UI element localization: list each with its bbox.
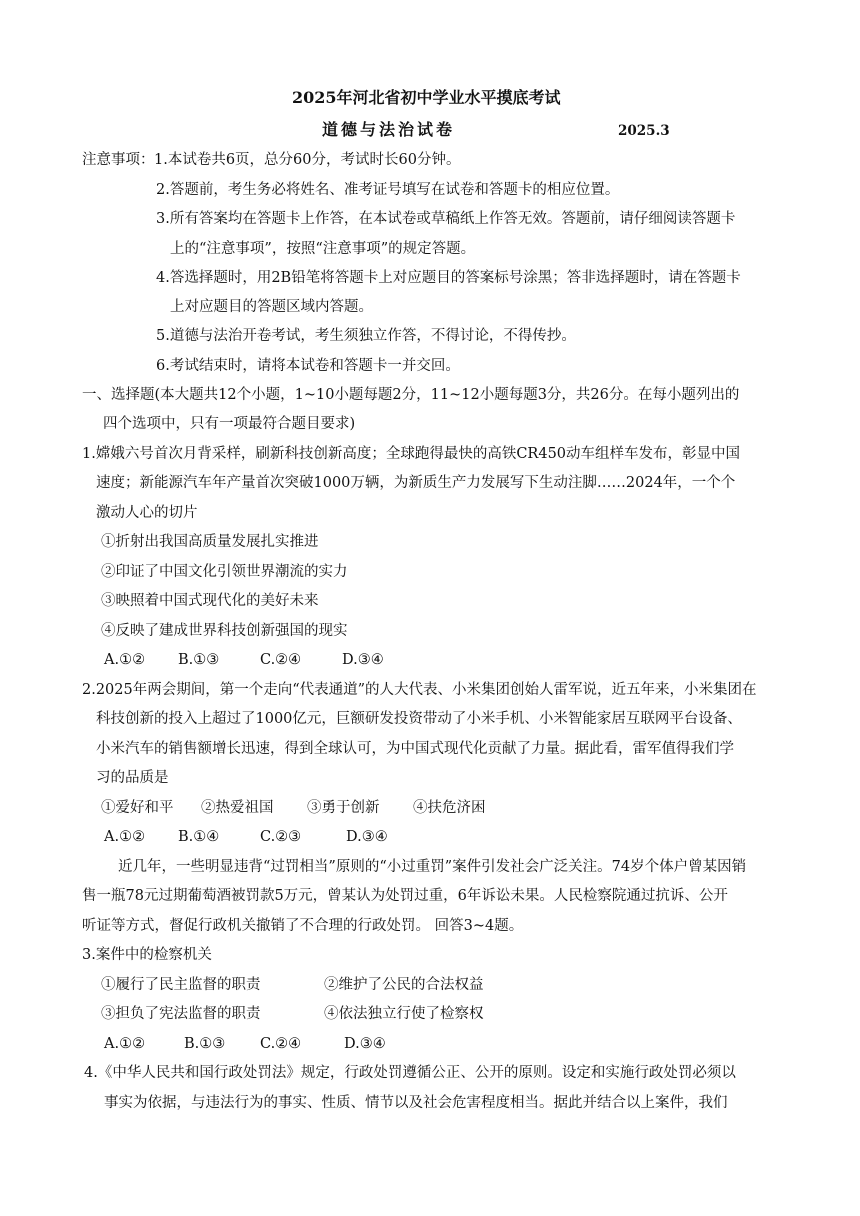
note-item: 上对应题目的答题区域内答题。 [170,299,373,315]
q2-stem: 习的品质是 [96,770,169,786]
q2-stem: 科技创新的投入上超过了1000亿元，巨额研发投资带动了小米手机、小米智能家居互联网平台设备、 [96,711,742,727]
section-heading: 一、选择题(本大题共12个小题，1~10小题每题2分，11~12小题每题3分，共26分。在每小题列出的 [82,387,740,403]
q2-statement: ①爱好和平 [101,800,174,816]
option-c: C.②④ [260,1036,302,1052]
note-item: 5.道德与法治开卷考试，考生须独立作答，不得讨论，不得传抄。 [156,328,576,344]
q2-statements [101,798,486,818]
q2-options [104,827,388,847]
q4-stem: 事实为依据，与违法行为的事实、性质、情节以及社会危害程度相当。据此并结合以上案件，我们 [104,1095,728,1111]
q1-statement: ④反映了建成世界科技创新强国的现实 [101,623,348,639]
passage: 售一瓶78元过期葡萄酒被罚款5万元，曾某认为处罚过重，6年诉讼未果。人民检察院通过抗诉、公开 [82,888,728,904]
option-b: B.①③ [178,652,220,668]
q4-stem: 4.《中华人民共和国行政处罚法》规定，行政处罚遵循公正、公开的原则。设定和实施行政处罚必须以 [84,1065,736,1081]
q3-statement: ④依法独立行使了检察权 [324,1006,484,1022]
note-item: 6.考试结束时，请将本试卷和答题卡一并交回。 [156,358,460,374]
q1-statement: ②印证了中国文化引领世界潮流的实力 [101,564,348,580]
q1-stem: 速度；新能源汽车年产量首次突破1000万辆，为新质生产力发展写下生动注脚……2024年，一个个 [96,475,736,491]
option-a: A.①② [104,829,146,845]
option-b: B.①③ [184,1036,226,1052]
option-a: A.①② [104,1036,146,1052]
q3-stem: 3.案件中的检察机关 [82,947,212,963]
option-a: A.①② [104,652,146,668]
section-heading-cont: 四个选项中，只有一项最符合题目要求) [103,416,356,432]
passage: 近几年，一些明显违背“过罚相当”原则的“小过重罚”案件引发社会广泛关注。74岁个体户曾某因销 [118,859,747,875]
exam-date: 2025.3 [618,123,670,139]
q1-stem: 激动人心的切片 [96,505,198,521]
q3-statement: ③担负了宪法监督的职责 [101,1006,261,1022]
subject-title: 道德与法治试卷 [322,120,456,139]
option-c: C.②③ [260,829,302,845]
q2-stem: 小米汽车的销售额增长迅速，得到全球认可，为中国式现代化贡献了力量。据此看，雷军值得我们学 [96,741,734,757]
q2-statement: ②热爱祖国 [201,800,274,816]
note-item: 1.本试卷共6页，总分60分，考试时长60分钟。 [154,152,461,168]
note-item: 4.答选择题时，用2B铅笔将答题卡上对应题目的答案标号涂黑；答非选择题时，请在答题卡 [156,270,741,286]
note-item: 2.答题前，考生务必将姓名、准考证号填写在试卷和答题卡的相应位置。 [156,182,620,198]
q2-statement: ④扶危济困 [413,800,486,816]
q3-options [104,1034,386,1054]
q1-stem: 1.嫦娥六号首次月背采样，刷新科技创新高度；全球跑得最快的高铁CR450动车组样车发布，彰显中国 [82,446,741,462]
option-d: D.③④ [342,652,384,668]
passage: 听证等方式，督促行政机关撤销了不合理的行政处罚。 回答3~4题。 [82,918,524,934]
option-b: B.①④ [178,829,220,845]
option-d: D.③④ [346,829,388,845]
note-item: 上的“注意事项”，按照“注意事项”的规定答题。 [170,241,476,257]
q2-stem: 2.2025年两会期间，第一个走向“代表通道”的人大代表、小米集团创始人雷军说，近五年来，小米集团在 [82,682,757,698]
notes-label: 注意事项： [82,152,155,168]
q3-statement: ①履行了民主监督的职责 [101,977,261,993]
option-c: C.②④ [260,652,302,668]
q1-statement: ③映照着中国式现代化的美好未来 [101,593,319,609]
q1-statement: ①折射出我国高质量发展扎实推进 [101,534,319,550]
option-d: D.③④ [344,1036,386,1052]
q1-options [104,650,384,670]
exam-title: 2025年河北省初中学业水平摸底考试 [292,88,561,107]
q2-statement: ③勇于创新 [307,800,380,816]
note-item: 3.所有答案均在答题卡上作答，在本试卷或草稿纸上作答无效。答题前，请仔细阅读答题卡 [156,211,736,227]
q3-statement: ②维护了公民的合法权益 [324,977,484,993]
